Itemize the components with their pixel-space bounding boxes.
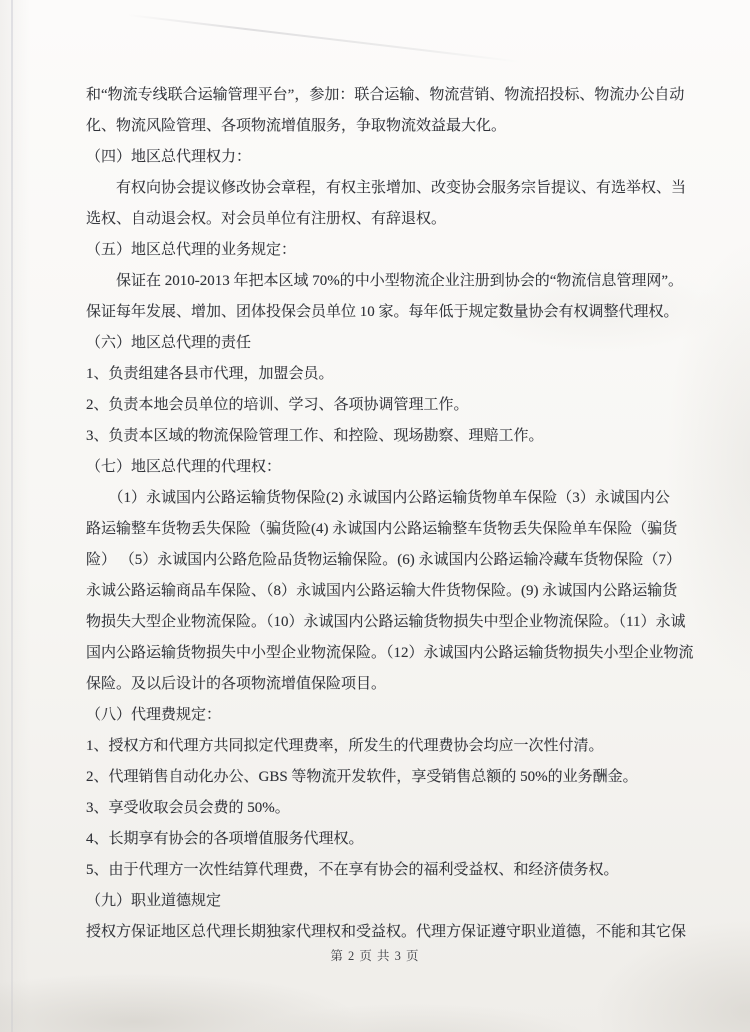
doc-line: （五）地区总代理的业务规定： (86, 242, 297, 258)
doc-line: 保证在 2010-2013 年把本区域 70%的中小型物流企业注册到协会的“物流信息管理网”。 (86, 273, 684, 289)
doc-line: 1、授权方和代理方共同拟定代理费率，所发生的代理费协会均应一次性付清。 (86, 738, 604, 754)
doc-line: （四）地区总代理权力： (86, 149, 252, 165)
doc-line: 2、代理销售自动化办公、GBS 等物流开发软件，享受销售总额的 50%的业务酬金。 (86, 769, 638, 785)
doc-line: （1）永诚国内公路运输货物保险(2) 永诚国内公路运输货物单车保险（3）永诚国内公 (86, 490, 670, 506)
doc-line: 3、享受收取会员会费的 50%。 (86, 800, 290, 816)
doc-line: 化、物流风险管理、各项物流增值服务，争取物流效益最大化。 (86, 118, 507, 134)
doc-line: 选权、自动退会权。对会员单位有注册权、有辞退权。 (86, 211, 447, 227)
doc-line: 2、负责本地会员单位的培训、学习、各项协调管理工作。 (86, 397, 469, 413)
doc-line: 有权向协会提议修改协会章程，有权主张增加、改变协会服务宗旨提议、有选举权、当 (86, 180, 687, 196)
doc-line: 3、负责本区域的物流保险管理工作、和控险、现场勘察、理赔工作。 (86, 428, 544, 444)
doc-line: 4、长期享有协会的各项增值服务代理权。 (86, 831, 364, 847)
doc-line: （七）地区总代理的代理权： (86, 459, 282, 475)
doc-line: （九）职业道德规定 (86, 893, 222, 909)
doc-line: 1、负责组建各县市代理，加盟会员。 (86, 366, 334, 382)
document-body-text (86, 80, 692, 948)
doc-line: （六）地区总代理的责任 (86, 335, 252, 351)
doc-line: 和“物流专线联合运输管理平台”，参加：联合运输、物流营销、物流招投标、物流办公自动 (86, 87, 685, 103)
doc-line: 保险。及以后设计的各项物流增值保险项目。 (86, 676, 387, 692)
page-number-footer: 第 2 页 共 3 页 (330, 949, 420, 963)
doc-line: 5、由于代理方一次性结算代理费，不在享有协会的福利受益权、和经济债务权。 (86, 862, 619, 878)
doc-line: 授权方保证地区总代理长期独家代理权和受益权。代理方保证遵守职业道德，不能和其它保 (86, 924, 687, 940)
doc-line: （八）代理费规定： (86, 707, 222, 723)
doc-line: 国内公路运输货物损失中小型企业物流保险。（12）永诚国内公路运输货物损失小型企业物流 (86, 645, 694, 661)
doc-line: 永诚公路运输商品车保险、（8）永诚国内公路运输大件货物保险。(9) 永诚国内公路运输货 (86, 583, 678, 599)
doc-line: 路运输整车货物丢失保险（骗货险(4) 永诚国内公路运输整车货物丢失保险单车保险（骗货 (86, 521, 678, 537)
doc-line: 险） （5）永诚国内公路危险品货物运输保险。(6) 永诚国内公路运输冷藏车货物保险（7） (86, 552, 681, 568)
doc-line: 物损失大型企业物流保险。（10）永诚国内公路运输货物损失中型企业物流保险。（11）永诚 (86, 614, 686, 630)
scan-edge-artifact (11, 0, 13, 1032)
doc-line: 保证每年发展、增加、团体投保会员单位 10 家。每年低于规定数量协会有权调整代理权。 (86, 304, 679, 320)
paper-crease-artifact (128, 14, 520, 63)
